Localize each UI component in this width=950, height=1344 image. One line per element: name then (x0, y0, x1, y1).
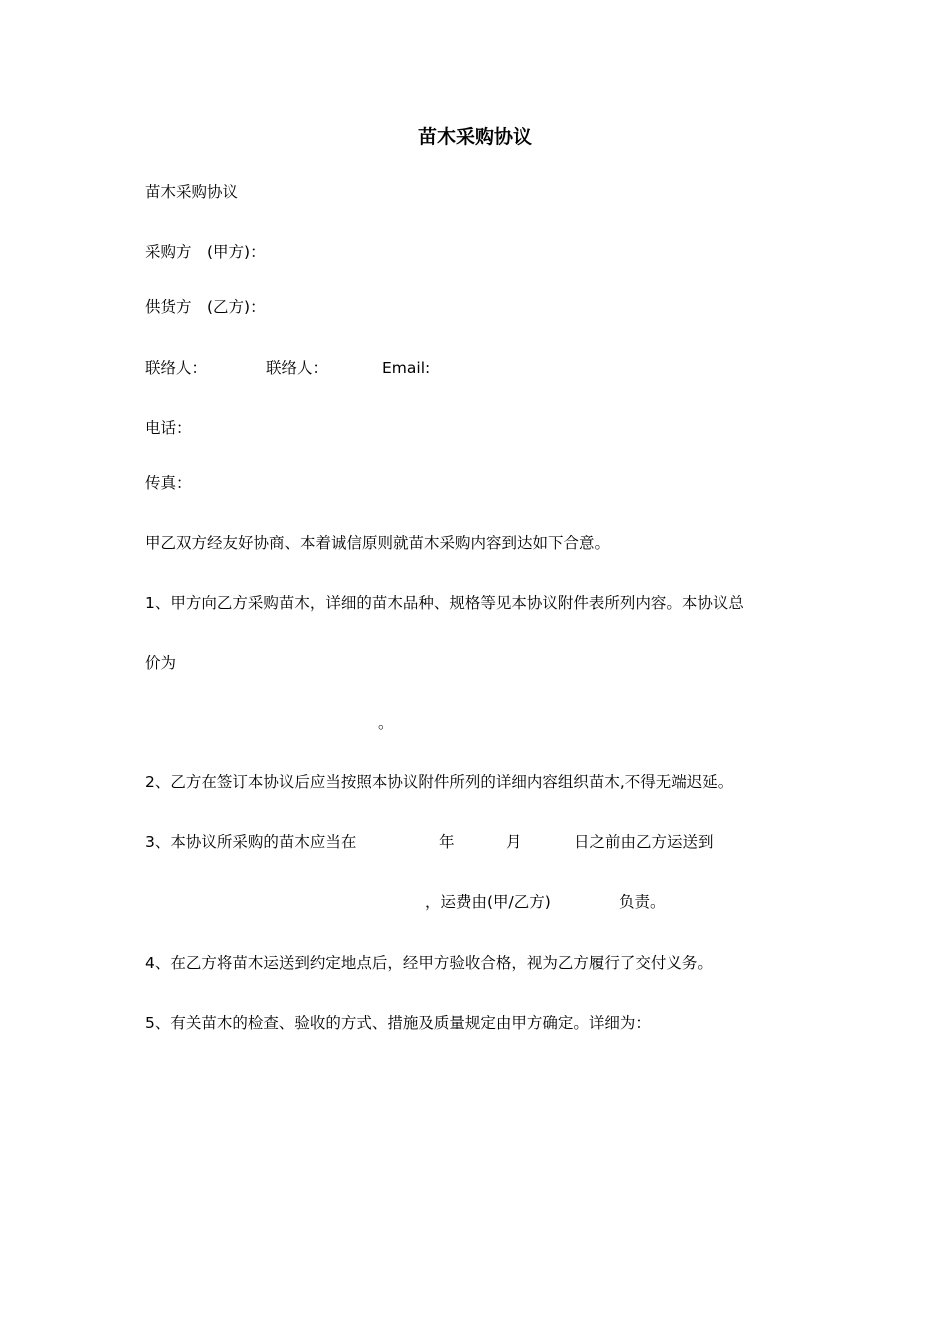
clause-2: 2、乙方在签订本协议后应当按照本协议附件所列的详细内容组织苗木,不得无端迟延。 (145, 773, 734, 791)
email-label: Email: (382, 359, 431, 377)
contact-label-1: 联络人： (145, 359, 208, 377)
clause-5: 5、有关苗木的检查、验收的方式、措施及质量规定由甲方确定。详细为： (145, 1014, 651, 1032)
clause-3-year: 年 (439, 833, 455, 851)
supplier-label: 供货方 (乙方)： (145, 298, 266, 316)
document-subtitle: 苗木采购协议 (145, 183, 239, 201)
clause-3-month: 月 (506, 833, 522, 851)
fax-label: 传真： (145, 474, 192, 492)
clause-1-line-3: 。 (378, 714, 394, 732)
clause-1-line-1: 1、甲方向乙方采购苗木，详细的苗木品种、规格等见本协议附件表所列内容。本协议总 (145, 594, 744, 612)
clause-3-prefix: 3、本协议所采购的苗木应当在 (145, 833, 357, 851)
clause-1-line-2: 价为 (145, 654, 177, 672)
document-title: 苗木采购协议 (417, 126, 532, 148)
buyer-label: 采购方 (甲方)： (145, 243, 266, 261)
contact-row (145, 358, 845, 378)
clause-3-responsible: 负责。 (619, 893, 666, 911)
phone-label: 电话： (145, 419, 192, 437)
clause-4: 4、在乙方将苗木运送到约定地点后，经甲方验收合格，视为乙方履行了交付义务。 (145, 954, 713, 972)
clause-3-freight: ，运费由(甲/乙方) (425, 893, 551, 911)
clause-3-line-2 (0, 892, 950, 912)
contact-label-2: 联络人： (266, 359, 329, 377)
clause-3-day-suffix: 日之前由乙方运送到 (574, 833, 714, 851)
intro-paragraph: 甲乙双方经友好协商、本着诚信原则就苗木采购内容到达如下合意。 (145, 534, 611, 552)
clause-3-line-1 (145, 832, 845, 852)
